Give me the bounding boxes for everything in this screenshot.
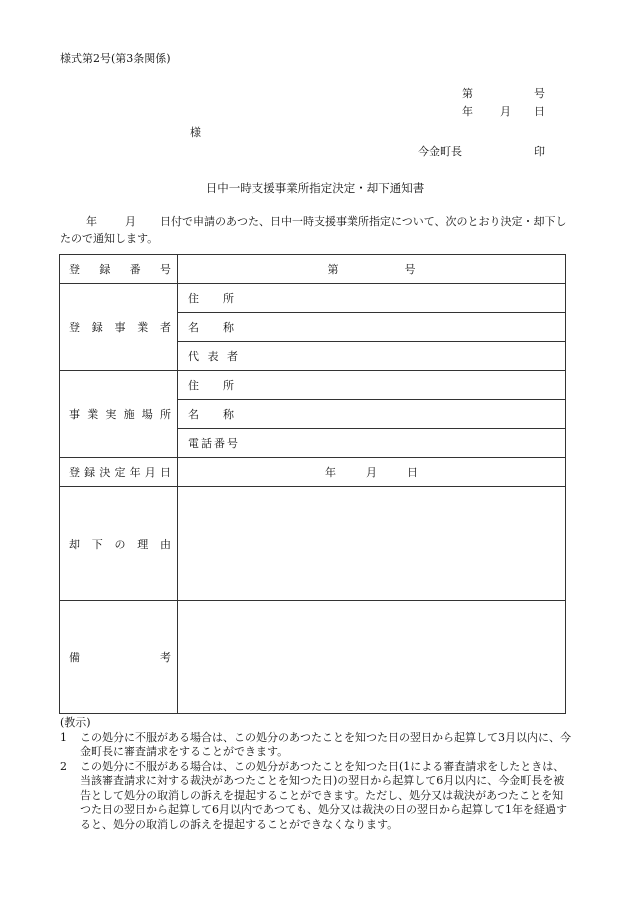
header-go: 号 — [534, 87, 545, 100]
cell-business-name — [178, 313, 566, 342]
registration-go: 号 — [404, 263, 416, 276]
header-month: 月 — [500, 105, 511, 118]
instruction-text: この処分に不服がある場合は、この処分のあつたことを知つた日の翌日から起算して3月以内に、今金町長に審査請求をすることができます。 — [80, 730, 571, 758]
row-registration-number — [60, 255, 566, 284]
cell-site-name — [178, 400, 566, 429]
registration-number-label: 登 録 番 号 — [69, 263, 171, 276]
notice-table — [59, 254, 566, 714]
cell-business-representative — [178, 342, 566, 371]
implementation-site-label: 事 業 実 施 場 所 — [69, 408, 171, 421]
decision-month: 月 — [366, 466, 377, 479]
cell-registered-business-label — [60, 284, 178, 371]
header-day: 日 — [534, 105, 545, 118]
cell-remarks-label — [60, 601, 178, 714]
cell-site-phone — [178, 429, 566, 458]
document-title: 日中一時支援事業所指定決定・却下通知書 — [205, 181, 425, 195]
cell-registration-number-value — [178, 255, 566, 284]
cell-remarks-value[interactable] — [178, 601, 566, 714]
decision-day: 日 — [407, 466, 418, 479]
header-dai: 第 — [462, 87, 473, 100]
decision-date-label: 登 録 決 定 年 月 日 — [69, 466, 171, 479]
cell-rejection-reason-value[interactable] — [178, 487, 566, 601]
registered-business-label: 登 録 事 業 者 — [69, 321, 171, 334]
row-decision-date — [60, 458, 566, 487]
business-representative-label: 代 表 者 — [188, 350, 238, 363]
cell-implementation-site-label — [60, 371, 178, 458]
instruction-number: 2 — [60, 759, 67, 773]
instruction-item — [60, 731, 574, 760]
intro-month: 月 — [125, 215, 136, 228]
instruction-number: 1 — [60, 730, 67, 744]
site-address-label: 住 所 — [188, 379, 234, 392]
instructions-heading: (教示) — [60, 716, 91, 729]
site-phone-label: 電 話 番 号 — [188, 437, 238, 450]
intro-year: 年 — [86, 215, 97, 228]
issuer: 今金町長 — [418, 145, 462, 158]
row-remarks — [60, 601, 566, 714]
cell-decision-date-value — [178, 458, 566, 487]
site-name-label: 名 称 — [188, 408, 234, 421]
intro-paragraph — [60, 213, 574, 247]
instruction-item — [60, 760, 574, 833]
cell-registration-number-label — [60, 255, 178, 284]
addressee-suffix: 様 — [190, 126, 201, 139]
cell-decision-date-label — [60, 458, 178, 487]
header-year: 年 — [462, 105, 473, 118]
row-business-address — [60, 284, 566, 313]
rejection-reason-label: 却 下 の 理 由 — [69, 537, 171, 551]
business-name-label: 名 称 — [188, 321, 234, 334]
instruction-text: この処分に不服がある場合は、この処分があつたことを知つた日(1による審査請求をしたときは、当該審査請求に対する裁決があつたことを知つた日)の翌日から起算して6月以内に、今金町長を被告として処分の取消しの訴えを提起することができます。ただし、処分又は裁決があつたことを知つた日の翌日から起算して6月以内であつても、処分又は裁決の日の翌日から起算して1年を経過すると、処分の取消しの訴えを提起することができなくなります。 — [80, 759, 567, 831]
decision-year: 年 — [325, 466, 336, 479]
cell-site-address — [178, 371, 566, 400]
seal-mark: 印 — [534, 145, 545, 158]
instructions-section — [60, 716, 574, 832]
business-address-label: 住 所 — [188, 292, 234, 305]
form-number: 様式第2号(第3条関係) — [60, 52, 171, 65]
cell-business-address — [178, 284, 566, 313]
row-site-address — [60, 371, 566, 400]
cell-rejection-reason-label — [60, 487, 178, 601]
remarks-label: 備 考 — [69, 651, 171, 664]
row-rejection-reason — [60, 487, 566, 601]
intro-body: 日付で申請のあつた、日中一時支援事業所指定について、次のとおり決定・却下したので通知します。 — [60, 215, 567, 245]
registration-dai: 第 — [327, 263, 339, 276]
